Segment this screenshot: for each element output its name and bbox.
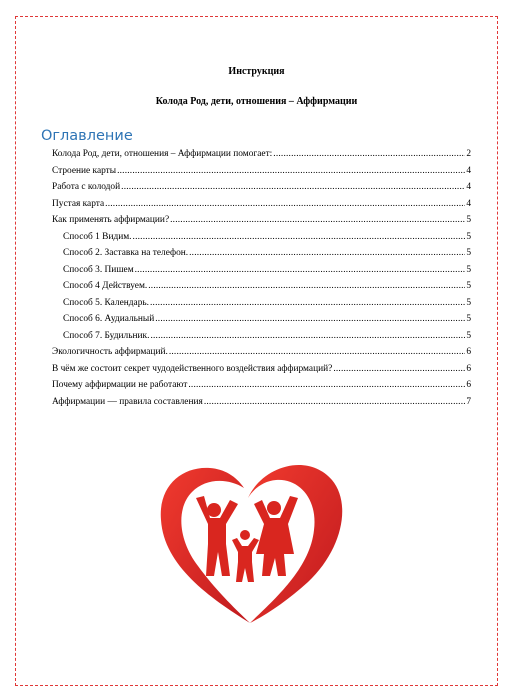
- toc-entry-page-number: 7: [466, 396, 471, 407]
- toc-entry-label: Способ 4 Действуем.: [63, 281, 148, 291]
- toc-entry[interactable]: [52, 364, 471, 376]
- toc-entry-page-number: 6: [466, 347, 471, 357]
- toc-entry-label: Экологичность аффирмаций.: [52, 347, 168, 357]
- toc-entry[interactable]: [63, 298, 471, 310]
- toc-entry-page-number: 5: [466, 248, 471, 258]
- toc-entry-label: Работа с колодой: [52, 182, 121, 192]
- toc-entry[interactable]: [52, 166, 471, 178]
- toc-entry-label: Способ 1 Видим.: [63, 231, 132, 242]
- toc-entry-page-number: 5: [466, 264, 471, 275]
- family-heart-icon: [158, 458, 343, 626]
- toc-leader-dots: [105, 199, 465, 209]
- toc-entry-label: Способ 6. Аудиальный: [63, 314, 155, 324]
- toc-entry-page-number: 6: [466, 363, 471, 374]
- toc-leader-dots: [150, 298, 465, 308]
- document-subtitle: Колода Род, дети, отношения – Аффирмации: [155, 96, 358, 107]
- toc-entry-label: Пустая карта: [52, 198, 105, 209]
- toc-leader-dots: [189, 248, 465, 258]
- toc-entry-page-number: 5: [466, 314, 471, 324]
- toc-leader-dots: [333, 364, 465, 374]
- toc-leader-dots: [148, 281, 465, 291]
- toc-leader-dots: [133, 232, 466, 242]
- toc-leader-dots: [169, 347, 465, 357]
- toc-heading: Оглавление: [41, 128, 133, 144]
- toc-entry-page-number: 4: [466, 198, 471, 209]
- toc-entry[interactable]: [52, 215, 471, 227]
- toc-entry-label: Способ 7. Будильник.: [63, 330, 150, 341]
- toc-entry[interactable]: [63, 232, 471, 244]
- toc-entry-page-number: 5: [466, 330, 471, 341]
- toc-entry-page-number: 4: [466, 165, 471, 176]
- toc-entry-page-number: 5: [466, 231, 471, 242]
- toc-entry-page-number: 5: [466, 281, 471, 291]
- toc-entry[interactable]: [63, 331, 471, 343]
- toc-entry[interactable]: [63, 314, 471, 326]
- document-title: Инструкция: [228, 66, 285, 77]
- toc-entry[interactable]: [63, 265, 471, 277]
- toc-leader-dots: [155, 314, 465, 324]
- toc-entry-label: Способ 3. Пишем: [63, 264, 134, 275]
- toc-leader-dots: [273, 149, 465, 159]
- toc-entry-label: Почему аффирмации не работают: [52, 380, 188, 390]
- toc-entry-page-number: 4: [466, 182, 471, 192]
- toc-leader-dots: [135, 265, 466, 275]
- toc-entry[interactable]: [52, 347, 471, 359]
- toc-entry[interactable]: [52, 397, 471, 409]
- toc-entry-label: Как применять аффирмации?: [52, 215, 170, 225]
- toc-leader-dots: [188, 380, 465, 390]
- toc-entry-page-number: 5: [466, 215, 471, 225]
- toc-entry-label: Строение карты: [52, 165, 117, 176]
- toc-entry-label: Колода Род, дети, отношения – Аффирмации помогает:: [52, 149, 273, 159]
- toc-entry-label: В чём же состоит секрет чудодейственного воздействия аффирмаций?: [52, 363, 333, 374]
- toc-entry[interactable]: [52, 380, 471, 392]
- toc-entry[interactable]: [63, 248, 471, 260]
- toc-entry-label: Способ 2. Заставка на телефон.: [63, 248, 189, 258]
- toc-leader-dots: [150, 331, 465, 341]
- toc-entry-page-number: 6: [466, 380, 471, 390]
- toc-entry[interactable]: [52, 149, 471, 161]
- toc-leader-dots: [117, 166, 465, 176]
- toc-leader-dots: [170, 215, 465, 225]
- toc-leader-dots: [121, 182, 465, 192]
- toc-entry-page-number: 5: [466, 297, 471, 308]
- toc-leader-dots: [204, 397, 466, 407]
- toc-entry[interactable]: [52, 182, 471, 194]
- toc-entry[interactable]: [63, 281, 471, 293]
- toc-entry-page-number: 2: [466, 149, 471, 159]
- toc-entry-label: Аффирмации — правила составления: [52, 396, 203, 407]
- toc-entry[interactable]: [52, 199, 471, 211]
- toc-entry-label: Способ 5. Календарь.: [63, 297, 149, 308]
